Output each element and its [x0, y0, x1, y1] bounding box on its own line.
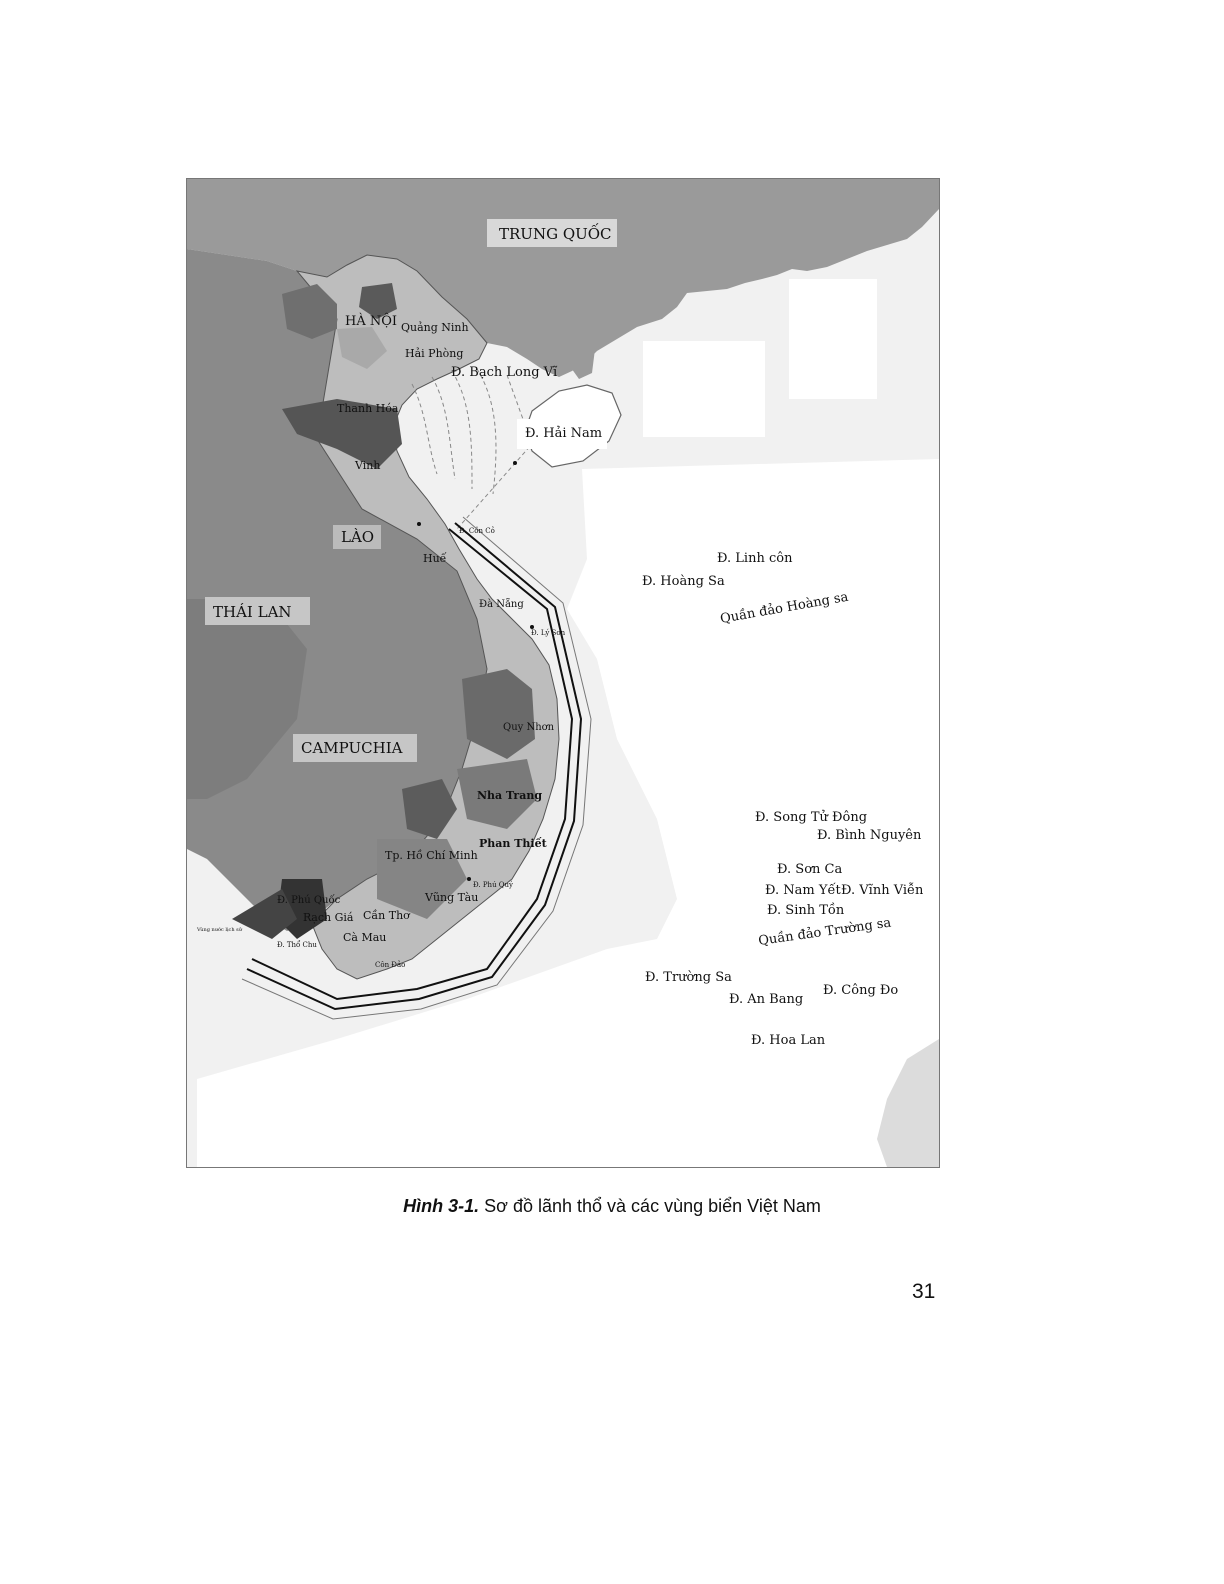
label-nam-yet: Đ. Nam Yết: [765, 883, 841, 898]
label-vung-tau: Vũng Tàu: [425, 891, 479, 904]
label-quy-nhon: Quy Nhơn: [503, 722, 555, 733]
label-tho-chu: Đ. Thổ Chu: [277, 941, 317, 949]
island-marker: [530, 625, 534, 629]
label-con-co: Đ. Cồn Cỏ: [459, 527, 495, 535]
label-hue: Huế: [423, 552, 447, 565]
label-an-bang: Đ. An Bang: [729, 992, 804, 1007]
sea-patch: [643, 341, 765, 437]
label-truong-sa-archipelago: Quần đảo Trường sa: [757, 915, 893, 949]
label-hoang-sa-archipelago: Quần đảo Hoàng sa: [719, 589, 850, 627]
map-canvas: [187, 179, 939, 1167]
label-son-ca: Đ. Sơn Ca: [777, 862, 843, 877]
sea-patch: [789, 279, 877, 399]
label-thanh-hoa: Thanh Hóa: [337, 402, 399, 415]
label-song-tu-dong: Đ. Song Tử Đông: [755, 810, 868, 825]
label-can-tho: Cần Thơ: [363, 909, 410, 922]
label-thailand: THÁI LAN: [213, 603, 292, 621]
label-sinh-ton: Đ. Sinh Tồn: [767, 903, 845, 918]
label-phu-quy: Đ. Phú Quý: [473, 881, 514, 889]
label-da-nang: Đà Nẵng: [479, 599, 524, 610]
label-quang-ninh: Quảng Ninh: [401, 321, 469, 334]
label-china: TRUNG QUỐC: [499, 225, 612, 243]
label-phu-quoc: Đ. Phú Quốc: [277, 895, 341, 906]
label-cong-do: Đ. Công Đo: [823, 983, 899, 998]
label-cambodia: CAMPUCHIA: [301, 739, 403, 757]
label-hoa-lan: Đ. Hoa Lan: [751, 1033, 826, 1048]
label-historic-waters: Vùng nước lịch sử: [197, 927, 242, 933]
label-truong-sa-island: Đ. Trường Sa: [645, 970, 732, 985]
label-con-dao: Côn Đảo: [375, 961, 406, 969]
island-marker: [513, 461, 517, 465]
label-hoang-sa-island: Đ. Hoàng Sa: [642, 574, 725, 589]
label-vinh-vien: Đ. Vĩnh Viễn: [841, 883, 924, 898]
label-nha-trang: Nha Trang: [477, 789, 543, 802]
figure-caption: [0, 1196, 1224, 1217]
label-laos: LÀO: [341, 528, 375, 546]
label-rach-gia: Rạch Giá: [303, 911, 354, 924]
label-hai-phong: Hải Phòng: [405, 347, 464, 360]
island-marker: [467, 877, 471, 881]
page-number: 31: [912, 1280, 936, 1303]
island-marker: [417, 522, 421, 526]
map-figure: [186, 178, 940, 1168]
figure-number: Hình 3-1.: [403, 1196, 480, 1216]
label-linh-con: Đ. Linh côn: [717, 551, 793, 566]
label-hai-nam: Đ. Hải Nam: [525, 426, 603, 441]
label-vinh: Vinh: [355, 459, 381, 472]
label-ca-mau: Cà Mau: [343, 931, 387, 944]
label-binh-nguyen: Đ. Bình Nguyên: [817, 828, 922, 843]
label-ly-son: Đ. Lý Sơn: [531, 629, 566, 637]
figure-caption-text: Sơ đồ lãnh thổ và các vùng biển Việt Nam: [479, 1196, 821, 1216]
label-phan-thiet: Phan Thiết: [479, 837, 547, 850]
label-ho-chi-minh: Tp. Hồ Chí Minh: [385, 849, 478, 862]
label-bach-long-vi: Đ. Bạch Long Vĩ: [451, 365, 558, 380]
label-ha-noi: HÀ NỘI: [345, 314, 398, 329]
